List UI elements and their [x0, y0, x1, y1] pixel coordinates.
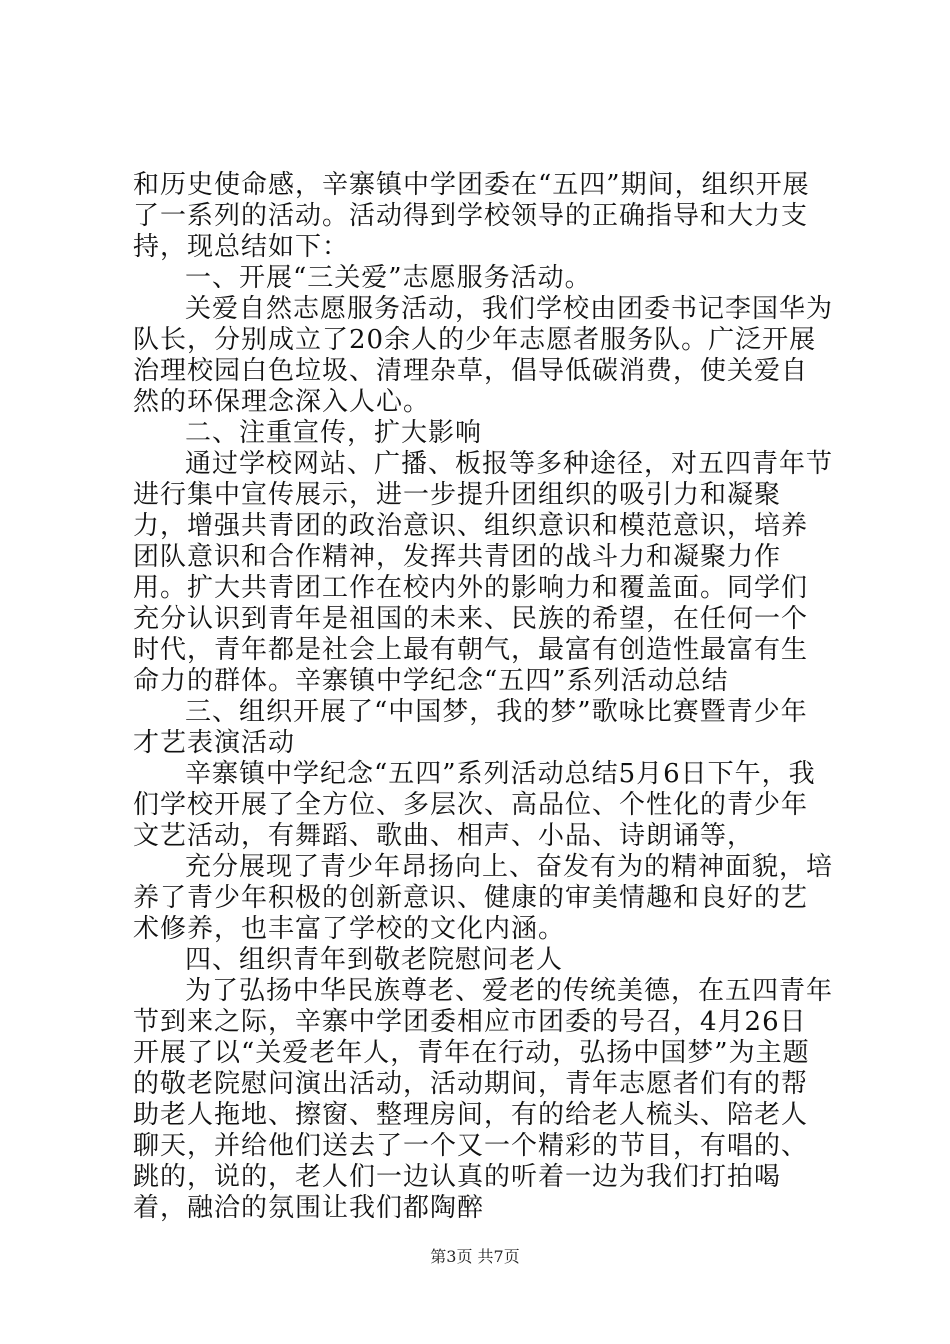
heading-section-1: 一、开展“三关爱”志愿服务活动。 — [185, 263, 592, 293]
paragraph-intro: 和历史使命感，辛寨镇中学团委在“五四”期间，组织开展了一系列的活动。活动得到学校领导的正确指导和大力支持，现总结如下： — [133, 170, 810, 262]
page-number-footer: 第3页 共7页 — [430, 1247, 520, 1266]
paragraph-section-3a: 辛寨镇中学纪念“五四”系列活动总结5月6日下午，我们学校开展了全方位、多层次、高品位、个性化的青少年文艺活动，有舞蹈、歌曲、相声、小品、诗朗诵等， — [133, 759, 816, 851]
heading-section-3: 三、组织开展了“中国梦，我的梦”歌咏比赛暨青少年才艺表演活动 — [133, 697, 808, 758]
paragraph-section-2: 通过学校网站、广播、板报等多种途径，对五四青年节进行集中宣传展示，进一步提升团组织的吸引力和凝聚力，增强共青团的政治意识、组织意识和模范意识，培养团队意识和合作精神，发挥共青团的战斗力和凝聚力作用。扩大共青团工作在校内外的影响力和覆盖面。同学们充分认识到青年是祖国的未来、民族的希望，在任何一个时代，青年都是社会上最有朝气，最富有创造性最富有生命力的群体。辛寨镇中学纪念“五四”系列活动总结 — [133, 449, 834, 696]
document-body — [133, 170, 833, 1224]
paragraph-section-4: 为了弘扬中华民族尊老、爱老的传统美德，在五四青年节到来之际，辛寨中学团委相应市团委的号召，4月26日开展了以“关爱老年人，青年在行动，弘扬中国梦”为主题的敬老院慰问演出活动，活动期间，青年志愿者们有的帮助老人拖地、擦窗、整理房间，有的给老人梳头、陪老人聊天，并给他们送去了一个又一个精彩的节目，有唱的、跳的，说的，老人们一边认真的听着一边为我们打拍喝着，融洽的氛围让我们都陶醉 — [133, 976, 834, 1223]
paragraph-section-1: 关爱自然志愿服务活动，我们学校由团委书记李国华为队长，分别成立了20余人的少年志愿者服务队。广泛开展治理校园白色垃圾、清理杂草，倡导低碳消费，使关爱自然的环保理念深入人心。 — [133, 294, 834, 417]
heading-section-4: 四、组织青年到敬老院慰问老人 — [185, 945, 564, 975]
heading-section-2: 二、注重宣传，扩大影响 — [185, 418, 483, 448]
paragraph-section-3b: 充分展现了青少年昂扬向上、奋发有为的精神面貌，培养了青少年积极的创新意识、健康的审美情趣和良好的艺术修养，也丰富了学校的文化内涵。 — [133, 852, 834, 944]
